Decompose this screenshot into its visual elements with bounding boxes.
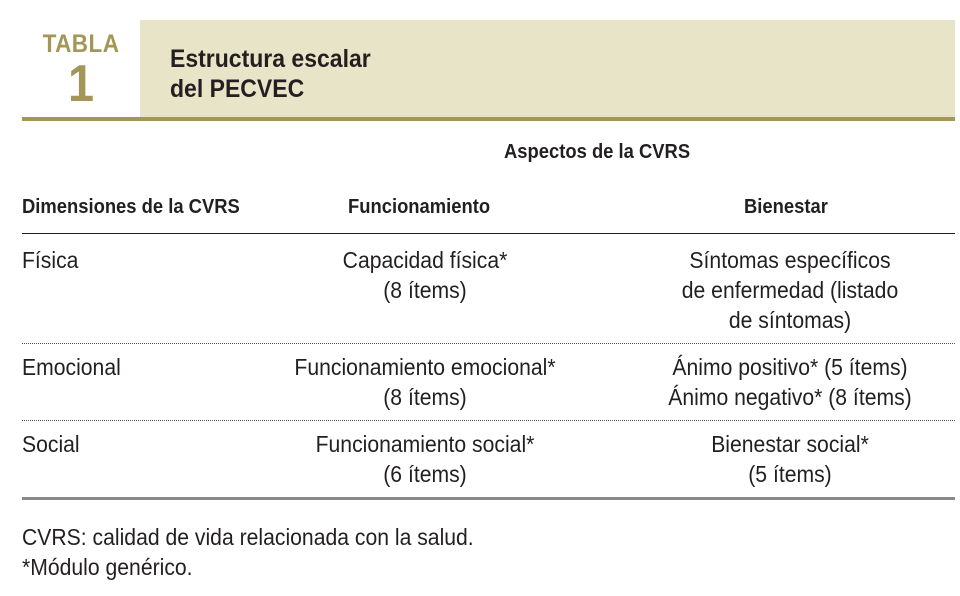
cell-funcionamiento-fisica (269, 245, 582, 305)
table-label-number: 1 (67, 55, 95, 113)
table-title-line-1: Estructura escalar (170, 45, 371, 73)
table-bottom-rule (22, 497, 955, 500)
cell-dimension-emocional: Emocional (22, 354, 121, 380)
row-divider (22, 420, 955, 421)
table-title-box (140, 20, 955, 120)
table-title (170, 44, 371, 104)
footnote-abbreviation: CVRS: calidad de vida relacionada con la salud. (22, 524, 474, 550)
cell-line: Síntomas específicos (689, 247, 891, 273)
cell-dimension-social: Social (22, 431, 80, 457)
cell-funcionamiento-emocional (269, 352, 582, 412)
cell-line: Bienestar social* (711, 431, 869, 457)
table-row-dimension (22, 352, 121, 382)
footnote-asterisk: *Módulo genérico. (22, 554, 193, 580)
cell-line: (6 ítems) (383, 461, 467, 487)
column-header-bienestar: Bienestar (744, 196, 828, 218)
table-title-line-2: del PECVEC (170, 75, 305, 103)
header-rule (22, 117, 955, 121)
row-divider (22, 343, 955, 344)
group-header: Aspectos de la CVRS (504, 141, 691, 163)
cell-bienestar-social (643, 429, 937, 489)
cell-line: (5 ítems) (748, 461, 832, 487)
cell-line: (8 ítems) (383, 277, 467, 303)
cell-bienestar-fisica (643, 245, 937, 335)
cell-line: (8 ítems) (383, 384, 467, 410)
cell-line: Capacidad física* (342, 247, 508, 273)
table-row-dimension (22, 245, 78, 275)
cell-line: Ánimo positivo* (5 ítems) (672, 354, 908, 380)
cell-bienestar-emocional (643, 352, 937, 412)
column-header-funcionamiento: Funcionamiento (348, 196, 491, 218)
table-label (22, 20, 140, 120)
cell-line: de enfermedad (listado (681, 277, 899, 303)
cell-line: de síntomas) (728, 307, 852, 333)
cell-funcionamiento-social (269, 429, 582, 489)
cell-line: Funcionamiento social* (315, 431, 535, 457)
cell-line: Ánimo negativo* (8 ítems) (668, 384, 912, 410)
column-header-dimension: Dimensiones de la CVRS (22, 196, 240, 218)
cell-line: Funcionamiento emocional* (294, 354, 556, 380)
table-label-word: TABLA (42, 30, 120, 58)
cell-dimension-fisica: Física (22, 247, 79, 273)
header-divider (22, 233, 955, 234)
table-row-dimension (22, 429, 80, 459)
